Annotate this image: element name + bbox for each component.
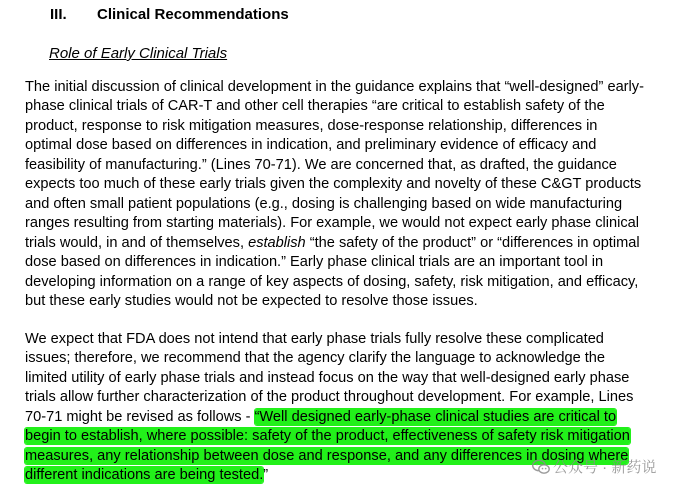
text-line: expects too much of these early trials given the complexity and novelty of these C&GT products	[25, 176, 642, 193]
text-line: feasibility of manufacturing.” (Lines 70-71). We are concerned that, as drafted, the guidance	[25, 156, 617, 173]
paragraph-1	[25, 78, 665, 311]
highlighted-text: measures, any relationship between dose and response, and any differences in dosing where	[25, 447, 629, 464]
text-line: limited utility of early phase trials and instead focus on the way that well-designed early phase	[25, 369, 630, 386]
text-line: but these early studies would not be expected to resolve those issues.	[25, 292, 478, 309]
text-line	[25, 427, 665, 446]
text-line: dose based on differences in indication.” Early phase clinical trials are an important tool in	[25, 254, 604, 271]
text-fragment: “the safety of the product” or “differences in optimal	[305, 234, 640, 251]
watermark	[532, 456, 656, 477]
text-line: We expect that FDA does not intend that early phase trials fully resolve these complicated	[25, 331, 604, 347]
text-fragment: trials would, in and of themselves,	[25, 234, 249, 251]
highlighted-text: different indications are being tested.	[25, 467, 264, 484]
wechat-icon	[532, 459, 550, 475]
text-line: and often small patient populations (e.g., dosing is challenging based on wide manufacturing	[25, 195, 623, 212]
text-line	[25, 234, 665, 253]
subheading: Role of Early Clinical Trials	[49, 45, 228, 62]
text-line: phase clinical trials of CAR-T and other cell therapies “are critical to establish safety of the	[25, 98, 605, 115]
text-line	[25, 408, 665, 427]
emphasized-word: establish	[248, 234, 306, 251]
text-line: The initial discussion of clinical development in the guidance explains that “well-designed” early-	[25, 79, 644, 95]
section-number: III.	[50, 6, 67, 23]
watermark-text: 公众号 · 新药说	[553, 459, 657, 476]
text-fragment: 70-71 might be revised as follows -	[25, 408, 255, 425]
closing-quote: ”	[263, 467, 269, 484]
text-line: product, response to risk mitigation measures, dose-response relationship, differences in	[25, 117, 598, 134]
text-line: trials allow further characterization of the product throughout development. For example, Lines	[25, 389, 634, 406]
text-line: issues; therefore, we recommend that the agency clarify the language to acknowledge the	[25, 350, 606, 367]
text-line: optimal dose based on differences in indication, and preliminary evidence of efficacy and	[25, 137, 597, 154]
section-heading	[50, 6, 289, 23]
section-title: Clinical Recommendations	[97, 6, 289, 23]
highlighted-text: “Well designed early-phase clinical studies are critical to	[254, 408, 617, 425]
text-line: ranges resulting from starting materials). For example, we would not expect early phase clinical	[25, 215, 640, 232]
text-line: developing information on a range of key aspects of dosing, safety, risk mitigation, and efficacy,	[25, 273, 639, 290]
highlighted-text: begin to establish, where possible: safety of the product, effectiveness of safety risk mitigation	[25, 428, 630, 445]
